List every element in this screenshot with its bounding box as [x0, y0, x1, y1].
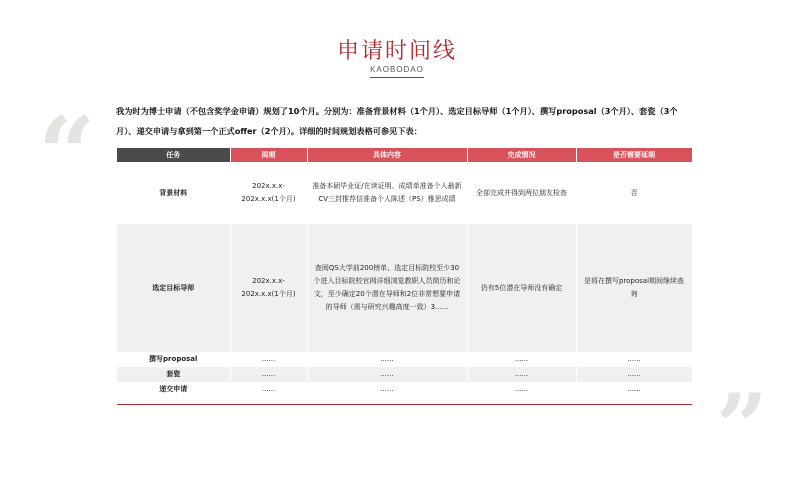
table-row: [117, 367, 692, 382]
cell-delay: ......: [576, 367, 692, 382]
table-row: [117, 352, 692, 367]
table-row: [117, 382, 692, 397]
header-delay: 是否需要延期: [576, 148, 692, 162]
header-status: 完成情况: [467, 148, 576, 162]
open-quote-mark: “: [38, 95, 96, 213]
table-bottom-rule: [117, 404, 692, 405]
cell-period: ......: [230, 352, 307, 367]
cell-status: ......: [467, 367, 576, 382]
cell-status: 仍有5位潜在导师没有确定: [467, 224, 576, 352]
cell-status: 全部完成并得到两位朋友检查: [467, 162, 576, 224]
cell-delay: ......: [576, 382, 692, 397]
cell-task: 套瓷: [117, 367, 230, 382]
page-title: 申请时间线: [336, 39, 457, 64]
cell-period: ......: [230, 382, 307, 397]
cell-period: ......: [230, 367, 307, 382]
cell-delay: 否: [576, 162, 692, 224]
cell-task: 递交申请: [117, 382, 230, 397]
cell-task: 撰写proposal: [117, 352, 230, 367]
cell-status: ......: [467, 352, 576, 367]
cell-detail: 查阅QS大学前200榜单、选定目标院校至少30个进入目标院校官网详细浏览教职人员简历和论文，至少确定20个潜在导师和2位非常想要申请的导师（需与研究兴趣高度一致）3......: [307, 224, 467, 352]
cell-delay: ......: [576, 352, 692, 367]
intro-paragraph: 我为时为博士申请（不包含奖学金申请）规划了10个月。分别为：准备背景材料（1个月）、选定目标导师（1个月）、撰写proposal（3个月）、套瓷（3个月）、递交申请与拿到第一个正式offer（2个月）。详细的时间规划表格可参见下表：: [116, 106, 678, 136]
close-quote-mark: ”: [716, 374, 768, 480]
cell-detail: ......: [307, 382, 467, 397]
table-row: [117, 224, 692, 352]
cell-status: ......: [467, 382, 576, 397]
header-task: 任务: [117, 148, 230, 162]
page-subtitle: KAOBODAO: [370, 65, 424, 74]
cell-task: 背景材料: [117, 162, 230, 224]
header-detail: 具体内容: [307, 148, 467, 162]
cell-task: 选定目标导师: [117, 224, 230, 352]
cell-detail: ......: [307, 352, 467, 367]
cell-detail: 准备本硕毕业证/在读证明、成绩单准备个人最新CV三封推荐信准备个人陈述（PS）雅思成绩: [307, 162, 467, 224]
table-header-row: [117, 148, 692, 162]
header-period: 周期: [230, 148, 307, 162]
cell-period: 202x.x.x-202x.x.x(1个月): [230, 162, 307, 224]
cell-period: 202x.x.x-202x.x.x(1个月): [230, 224, 307, 352]
cell-detail: ......: [307, 367, 467, 382]
timeline-table: [117, 148, 693, 397]
table-row: [117, 162, 692, 224]
subtitle-underline: [370, 77, 424, 78]
cell-delay: 是将在撰写proposal期间继续查询: [576, 224, 692, 352]
